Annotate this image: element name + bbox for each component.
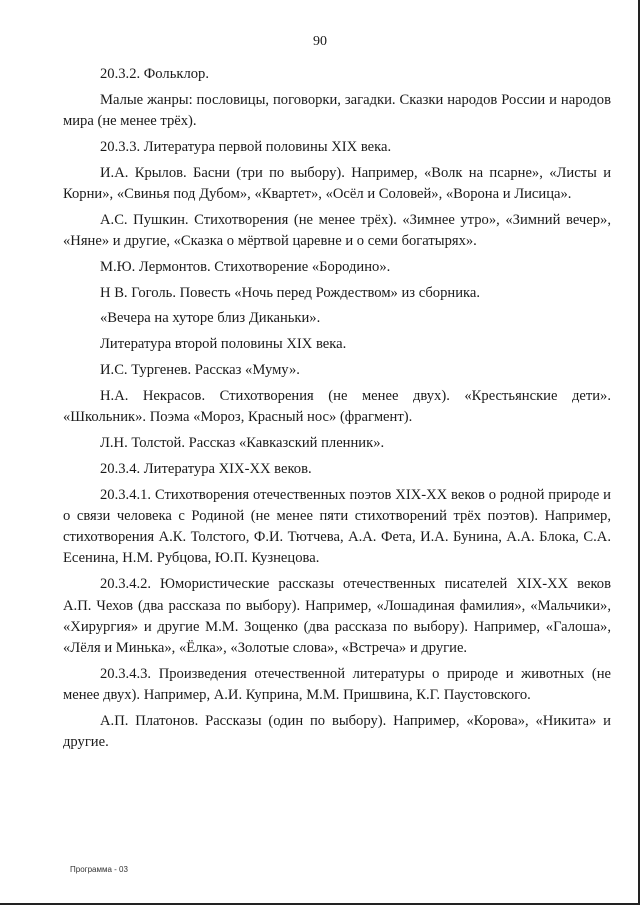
paragraph-10: И.С. Тургенев. Рассказ «Муму». bbox=[100, 362, 300, 379]
paragraph-15: 20.3.4.2. Юмористические рассказы отечественных писателей XIX-XX веков А.П. Чехов (два рассказа по выбору). Например, «Лошадиная фамилия», «Мальчики», «Хирургия» и другие М.М. Зощенко (два рассказа по выбору). Например, «Галоша», «Лёля и Минька», «Ёлка», «Золотые слова», «Встреча» и другие. bbox=[63, 576, 611, 657]
paragraph-8: «Вечера на хуторе близ Диканьки». bbox=[100, 310, 321, 327]
paragraph-12: Л.Н. Толстой. Рассказ «Кавказский пленник». bbox=[100, 434, 385, 451]
paragraph-9: Литература второй половины XIX века. bbox=[100, 336, 347, 353]
paragraph-17: А.П. Платонов. Рассказы (один по выбору). Например, «Корова», «Никита» и другие. bbox=[63, 713, 611, 751]
paragraph-2: Малые жанры: пословицы, поговорки, загадки. Сказки народов России и народов мира (не менее трёх). bbox=[63, 91, 611, 130]
paragraph-4: И.А. Крылов. Басни (три по выбору). Например, «Волк на псарне», «Листы и Корни», «Свинья под Дубом», «Квартет», «Осёл и Соловей», «Ворона и Лисица». bbox=[63, 164, 611, 202]
paragraph-16: 20.3.4.3. Произведения отечественной литературы о природе и животных (не менее двух). Например, А.И. Куприна, М.М. Пришвина, К.Г. Паустовского. bbox=[63, 665, 611, 704]
paragraph-14: 20.3.4.1. Стихотворения отечественных поэтов XIX-XX веков о родной природе и о связи человека с Родиной (не менее пяти стихотворений трёх поэтов). Например, стихотворения А.К. Толстого, Ф.И. Тютчева, А.А. Фета, И.А. Бунина, А.А. Блока, С.А. Есенина, Н.М. Рубцова, Ю.П. Кузнецова. bbox=[63, 486, 611, 567]
page-content bbox=[63, 64, 611, 758]
paragraph-5: А.С. Пушкин. Стихотворения (не менее трёх). «Зимнее утро», «Зимний вечер», «Няне» и другие, «Сказка о мёртвой царевне и о семи богатырях». bbox=[63, 211, 611, 250]
paragraph-3: 20.3.3. Литература первой половины XIX века. bbox=[100, 138, 392, 155]
page-number: 90 bbox=[313, 34, 327, 49]
paragraph-1: 20.3.2. Фольклор. bbox=[100, 66, 209, 82]
paragraph-7: Н В. Гоголь. Повесть «Ночь перед Рождеством» из сборника. bbox=[100, 284, 481, 301]
paragraph-6: М.Ю. Лермонтов. Стихотворение «Бородино». bbox=[100, 258, 391, 275]
paragraph-11: Н.А. Некрасов. Стихотворения (не менее двух). «Крестьянские дети». «Школьник». Поэма «Мороз, Красный нос» (фрагмент). bbox=[63, 387, 611, 426]
paragraph-13: 20.3.4. Литература XIX-XX веков. bbox=[100, 460, 312, 477]
page-footer: Программа - 03 bbox=[70, 865, 128, 874]
